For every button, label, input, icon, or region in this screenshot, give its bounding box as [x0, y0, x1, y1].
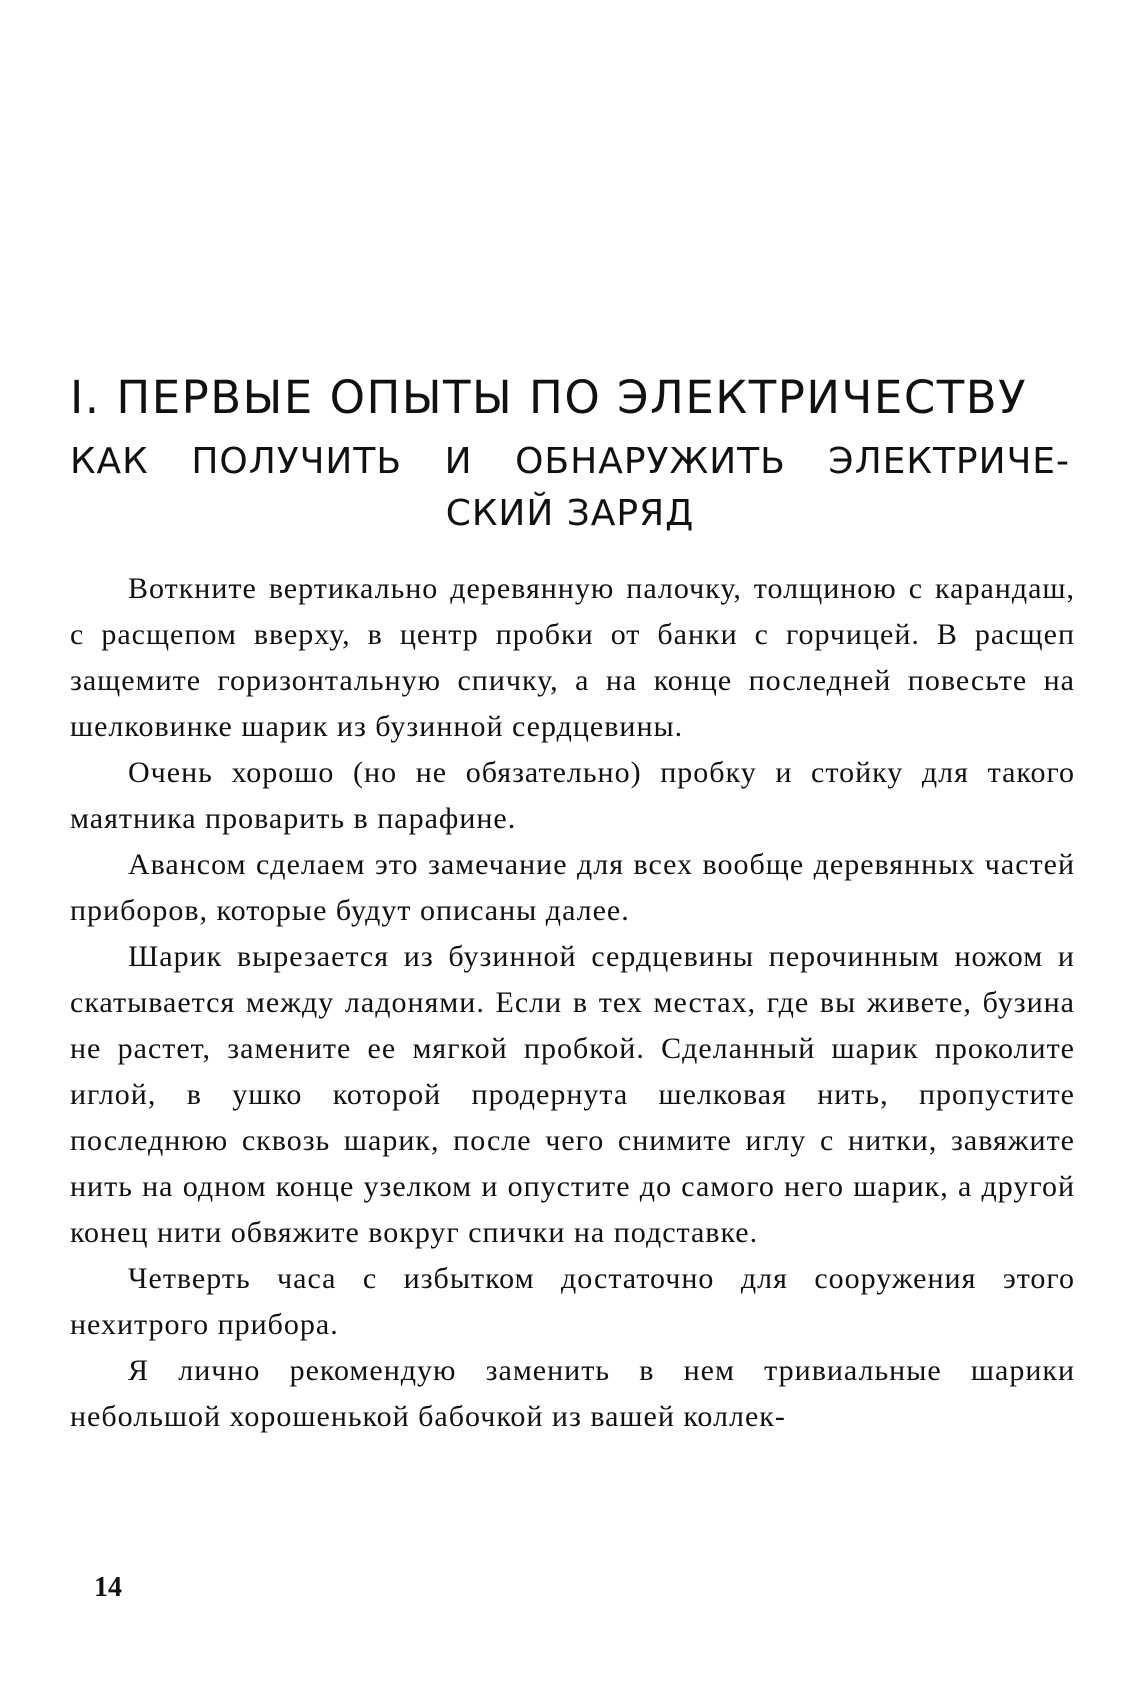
paragraph: Воткните вертикально деревянную палочку, толщиною с карандаш, с расщепом вверху, в центр пробки от банки с горчицей. В расщеп защемите горизонтальную спичку, а на конце последней повесьте на шелковинке шарик из бузинной сердцевины. [70, 572, 1075, 743]
paragraph: Очень хорошо (но не обязательно) пробку и стойку для такого маятника проварить в парафине. [70, 756, 1075, 835]
paragraph: Четверть часа с избытком достаточно для сооружения этого нехитрого прибора. [70, 1262, 1075, 1341]
paragraph: Авансом сделаем это замечание для всех вообще деревянных частей приборов, которые будут описаны далее. [70, 848, 1075, 927]
body-text [70, 566, 1075, 1440]
section-title [70, 436, 1070, 540]
chapter-title: I. ПЕРВЫЕ ОПЫТЫ ПО ЭЛЕКТРИЧЕСТВУ [70, 371, 1028, 424]
section-title-line-1: КАК ПОЛУЧИТЬ И ОБНАРУЖИТЬ ЭЛЕКТРИЧЕ- [70, 441, 1070, 482]
page-number: 14 [94, 1572, 122, 1603]
section-title-line-2: СКИЙ ЗАРЯД [445, 493, 695, 534]
paragraph: Я лично рекомендую заменить в нем тривиальные шарики небольшой хорошенькой бабочкой из вашей коллек- [70, 1354, 1075, 1433]
paragraph: Шарик вырезается из бузинной сердцевины перочинным ножом и скатывается между ладонями. Если в тех местах, где вы живете, бузина не растет, замените ее мягкой пробкой. Сделанный шарик проколите иглой, в ушко которой продернута шелковая нить, пропустите последнюю сквозь шарик, после чего снимите иглу с нитки, завяжите нить на одном конце узелком и опустите до самого него шарик, а другой конец нити обвяжите вокруг спички на подставке. [70, 940, 1075, 1249]
heading-block [70, 370, 1070, 540]
